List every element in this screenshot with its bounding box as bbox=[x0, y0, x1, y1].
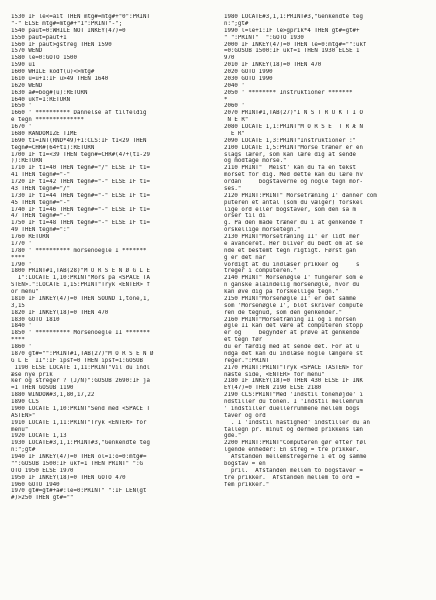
code-line: 1820 IF INKEY(18)=0 THEN 470 bbox=[11, 309, 109, 316]
code-line: et tegn før bbox=[224, 337, 263, 344]
code-line: 1930 LOCATE#3,1,1:PRINT#3,"Genkendte teg bbox=[11, 440, 150, 447]
code-line: ndstiller du tonen. I 'Indstil mellemrum bbox=[224, 399, 363, 405]
code-line: 1750 IF t1=48 THEN tegn#="-" ELSE IF t1= bbox=[11, 220, 150, 227]
code-line: 1700 IF t1=<39 THEN tegn#=CHR#(47+(t1-29 bbox=[11, 151, 150, 158]
code-line: pril. Afstanden mellem to bogstaver = bbox=[224, 467, 363, 474]
code-line: 1190 ELSE LOCATE 1,11:PRINT"Vil du indl bbox=[11, 364, 150, 371]
code-line: ' indstiller duellerrummene mellem bogs bbox=[224, 405, 360, 412]
code-line: 2030 GOTO 1990 bbox=[224, 75, 273, 82]
code-line: #)>250 THEN gt#="" bbox=[11, 495, 74, 502]
listing-column-right bbox=[224, 14, 424, 596]
code-line: lgende enheder: En streg = tre prikker. bbox=[224, 447, 360, 454]
code-line: du er færdig med at sende det. For at u bbox=[224, 344, 360, 350]
code-line: 2090 LOCATE 1,3:PRINT"Instruktioner :" bbox=[224, 137, 357, 144]
code-line: 1840 ' bbox=[11, 323, 32, 330]
code-line: e avanceret. Her bliver du bedt om at se bbox=[224, 240, 363, 247]
code-line: orskellige morsetegn." bbox=[224, 227, 301, 234]
code-line: * bbox=[224, 96, 228, 103]
code-line: 1890 CLS bbox=[11, 399, 39, 405]
code-line: 45 THEN tegn#="-" bbox=[11, 199, 71, 206]
code-line: 1980 LOCATE#3,1,1:PRINT#3,"Genkendte teg bbox=[224, 14, 363, 20]
code-line: orser til di bbox=[224, 213, 266, 220]
code-line: n:";gt# bbox=[224, 20, 249, 27]
code-line: kan øve dig på forskellige tegn." bbox=[224, 289, 339, 295]
code-line: E R" bbox=[224, 130, 245, 137]
code-line: n ganske alaindelig morsenøgle, hvor du bbox=[224, 282, 360, 289]
code-line: æse nye prik bbox=[11, 371, 53, 378]
code-line: 1560 IF paut>gstreg THEN 1590 bbox=[11, 41, 112, 48]
code-line: Afstanden mellemstregerne i et og samme bbox=[224, 454, 367, 460]
code-line: næste side, <ENTER> for menu" bbox=[224, 371, 325, 378]
code-line: og modtage morse." bbox=[224, 158, 287, 165]
code-line: 1650 ' bbox=[11, 103, 32, 110]
code-line: ker og streger ? (J/N)":GOSUB 2690:IF ja bbox=[11, 378, 150, 385]
code-line: 2040 ' bbox=[224, 82, 245, 89]
code-line: 47 THEN tegn#="-" bbox=[11, 213, 71, 220]
code-line: 2140 PRINT" Morsenøgle I' fungerer som e bbox=[224, 275, 363, 282]
code-line: 2180 IF INKEY(18)=0 THEN 430 ELSE IF INK bbox=[224, 378, 363, 385]
code-line: 2050 ' ******** Instruktioner ******* bbox=[224, 89, 353, 96]
code-line: vordigt at du indlæser prikker og s bbox=[224, 261, 360, 268]
code-line: fem prikker." bbox=[224, 481, 270, 488]
code-line: bogstav = en bbox=[224, 460, 266, 467]
code-line: 2110 PRINT" Meist' kan du få en tekst bbox=[224, 165, 357, 172]
code-line: puteren et antal (som du vælger) forskel bbox=[224, 199, 363, 206]
code-line: 2130 PRINT"Morsetræning II' er lidt mer bbox=[224, 234, 360, 240]
code-line: OTO 1950 ELSE 1970 bbox=[11, 467, 74, 474]
code-line: 1950 IF INKEY(18)=0 THEN GOTO 470 bbox=[11, 474, 126, 481]
code-line: 1600 WHILE kodf(u)<>mtg# bbox=[11, 69, 95, 75]
code-line: tre prikker. Afstanden mellem to ord = bbox=[224, 474, 360, 481]
code-line: 1550 paut=paut+1 bbox=[11, 34, 67, 41]
code-line: 2020 GOTO 1990 bbox=[224, 69, 273, 75]
code-line: ndgå det kan du indlæse nogle længere st bbox=[224, 350, 363, 357]
code-line: 1680 RANDOMIZE TIME bbox=[11, 130, 78, 137]
code-line: 2200 PRINT:PRINT"Computeren gør efter føl bbox=[224, 440, 367, 447]
code-line: 2080 LOCATE 1,1:PRINT"M O R S E T R Æ N bbox=[224, 124, 363, 130]
code-line: "":GOSUB 1500:IF ukf=1 THEN PRINT" ":G bbox=[11, 460, 144, 467]
code-line: 2010 IF INKEY(18)=0 THEN 470 bbox=[224, 62, 322, 69]
code-line: " ":PRINT" ":GOTO 1930 bbox=[224, 34, 304, 41]
code-line: EY(47)=0 THEN 2190 ELSE 2180 bbox=[224, 385, 322, 392]
code-line: . I 'Indstil hastighed' indstiller du an bbox=[224, 419, 370, 426]
code-line: 1830 GOTO 1810 bbox=[11, 316, 60, 323]
code-line: 1770 ' bbox=[11, 240, 32, 247]
code-line: tallegn pr. minut og dermed prikkens læn bbox=[224, 426, 363, 433]
code-line: 2120 PRINT:PRINT" Morsetræning I' danner com bbox=[224, 192, 377, 199]
code-line: 2000 IF INKEY(47)=0 THEN le=0:mtg#="":ukf bbox=[224, 41, 367, 48]
code-line: 1790 ' bbox=[11, 261, 32, 268]
code-line: tegn#=CHR#(64+t1):RETURN bbox=[11, 144, 95, 151]
listing-column-left bbox=[11, 14, 211, 596]
code-line: I":LOCATE 1,10:PRINT"Mors pa <SPACE TA bbox=[11, 275, 150, 282]
code-line: treger i computeren." bbox=[224, 268, 297, 275]
code-line: 1660 ' ********** Dannelse af tilfeldig bbox=[11, 110, 147, 117]
code-line: **** bbox=[11, 254, 25, 261]
code-line: gde." bbox=[224, 433, 242, 440]
code-line: 1920 LOCATE 1,13 bbox=[11, 433, 67, 440]
code-line: øgle II kan det være at computeren stopp bbox=[224, 323, 363, 330]
code-line: 41 THEN tegn#="-" bbox=[11, 172, 71, 179]
code-line: g. På den måde træner du i at genkende f bbox=[224, 220, 363, 227]
code-line: or menu" bbox=[11, 289, 39, 295]
code-line: 2190 CLS:PRINT"Med 'Indstil tonehøjde' i bbox=[224, 392, 363, 399]
code-line: 1690 t1=INT(RND*49)+1:CLS:IF t1<29 THEN bbox=[11, 137, 147, 144]
code-line: 2150 PRINT"Morsenøgle II' er det samme bbox=[224, 295, 357, 302]
code-line: 1710 IF t1=40 THEN tegn#="/" ELSE IF t1= bbox=[11, 165, 150, 172]
code-line: 1880 WINDOW#3,1,80,17,22 bbox=[11, 392, 95, 399]
code-line: 43 THEN tegn#="/" bbox=[11, 185, 71, 192]
code-line: g er det når bbox=[224, 254, 266, 261]
code-line: **** bbox=[11, 337, 25, 344]
code-line: 1940 IF INKEY(47)=0 THEN ol=1:o=0:mtg#= bbox=[11, 454, 147, 460]
code-line: G L E II":IF ipsf=0 THEN ipsf=1:GOSUB bbox=[11, 357, 144, 364]
code-line: som 'Morsenøgle I', blot skriver compute bbox=[224, 302, 363, 309]
code-line: 1640 ukf=1:RETURN bbox=[11, 96, 71, 103]
code-line: 1990 l=le+1:IF le>gprik*4 THEN gt#=gt#+ bbox=[224, 27, 360, 34]
code-line: 1970 gt#=gt#+a#:le=0:PRINT" ":IF LEN(gt bbox=[11, 488, 147, 495]
code-line: 1610 u=u+1:IF u>49 THEN 1640 bbox=[11, 75, 109, 82]
code-line: N E R" bbox=[224, 117, 249, 124]
code-line: ordan bogstaverne og nogle tegn mor- bbox=[224, 179, 363, 185]
code-line: 2170 PRINT:PRINT"Tryk <SPACE TASTEN> for bbox=[224, 364, 363, 371]
code-line: 1910 LOCATE 1,11:PRINT"Tryk <ENTER> for bbox=[11, 419, 147, 426]
code-line: nde et bestemt tegn rigtigt. Først gan bbox=[224, 247, 357, 254]
code-line: 1720 IF t1=42 THEN tegn#="-" ELSE IF t1= bbox=[11, 179, 150, 185]
code-line: =0:GOSUB 1500:IF ukf=1 THEN 1930 ELSE 1 bbox=[224, 48, 360, 55]
code-line: 1960 GOTO 1940 bbox=[11, 481, 60, 488]
code-line: =1 THEN GOSUB 1190 bbox=[11, 385, 74, 392]
code-line: morset for dig. Med dette kan du lære hv bbox=[224, 172, 363, 179]
code-line: 1630 a#=bog#(u):RETURN bbox=[11, 89, 88, 96]
code-line: reger.":PRINT bbox=[224, 357, 270, 364]
code-line: 1870 gt#="":PRINT#1,TAB(27)"M O R S E N Ø bbox=[11, 350, 154, 357]
code-line: menu" bbox=[11, 426, 29, 433]
code-line: lige ord eller bogstaver, som den så m bbox=[224, 206, 357, 213]
code-line: 1800 PRINT#1,TAB(28)"M O R S E N Ø G L E bbox=[11, 268, 150, 275]
code-line: 1620 WEND bbox=[11, 82, 43, 89]
code-line: 1860 ' bbox=[11, 344, 32, 350]
code-line: 3,15 bbox=[11, 302, 25, 309]
code-line: taver og ord bbox=[224, 412, 266, 419]
code-line: 1540 paut=0:WHILE NOT INKEY(47)=0 bbox=[11, 27, 126, 34]
code-line: 2100 LOCATE 1,5:PRINT"Morse træner er en bbox=[224, 144, 363, 151]
code-line: ses." bbox=[224, 185, 242, 192]
code-line: 1900 LOCATE 1,10:PRINT"Send med <SPACE T bbox=[11, 405, 150, 412]
code-line: 1740 IF t1=46 THEN tegn#="-" ELSE IF t1= bbox=[11, 206, 150, 213]
code-line: e tegn ************** bbox=[11, 117, 84, 124]
code-line: 49 THEN tegn#=":" bbox=[11, 227, 71, 234]
code-line: ren de tegnud, som den genkender." bbox=[224, 309, 343, 316]
code-line: 2060 ' bbox=[224, 103, 245, 110]
code-line: ASTEN>" bbox=[11, 412, 36, 419]
code-line: 1530 IF le<=ait THEN mtg#=mtg#+"0":PRINT bbox=[11, 14, 150, 20]
code-line: n:";gt# bbox=[11, 447, 36, 454]
code-line: 2070 PRINT#1,TAB(27)"I N S T R U K T I O bbox=[224, 110, 363, 117]
code-line: )):RETURN bbox=[11, 158, 43, 165]
code-line: 1670 ' bbox=[11, 124, 32, 130]
code-line: er og begynder at prøve at genkende bbox=[224, 330, 360, 337]
code-line: 1570 WEND bbox=[11, 48, 43, 55]
code-line: "-" ELSE mtg#=mtg#+"1":PRINT"-"; bbox=[11, 20, 123, 27]
code-line: 1780 ' ********** morsenoegle I ******* bbox=[11, 247, 147, 254]
code-line: STEN>.":LOCATE 1,15:PRINT"Tryk <ENTER> f bbox=[11, 282, 150, 289]
code-line: 1590 u1 bbox=[11, 62, 36, 69]
code-line: 1730 IF t1=44 THEN tegn#="-" ELSE IF t1= bbox=[11, 192, 150, 199]
code-line: 970 bbox=[224, 55, 235, 62]
code-line: 2160 PRINT"Morsetræning II og i morsen bbox=[224, 316, 357, 323]
code-line: 1580 le=0:GOTO 1500 bbox=[11, 55, 78, 62]
code-line: slags lærer, som kan lære dig at sende bbox=[224, 151, 357, 158]
code-line: 1850 ' ********** Morsenoegle II ******* bbox=[11, 330, 150, 337]
code-line: 1810 IF INKEY(47)=0 THEN SOUND 1,tone,1, bbox=[11, 295, 150, 302]
code-line: 1760 RETURN bbox=[11, 234, 50, 240]
